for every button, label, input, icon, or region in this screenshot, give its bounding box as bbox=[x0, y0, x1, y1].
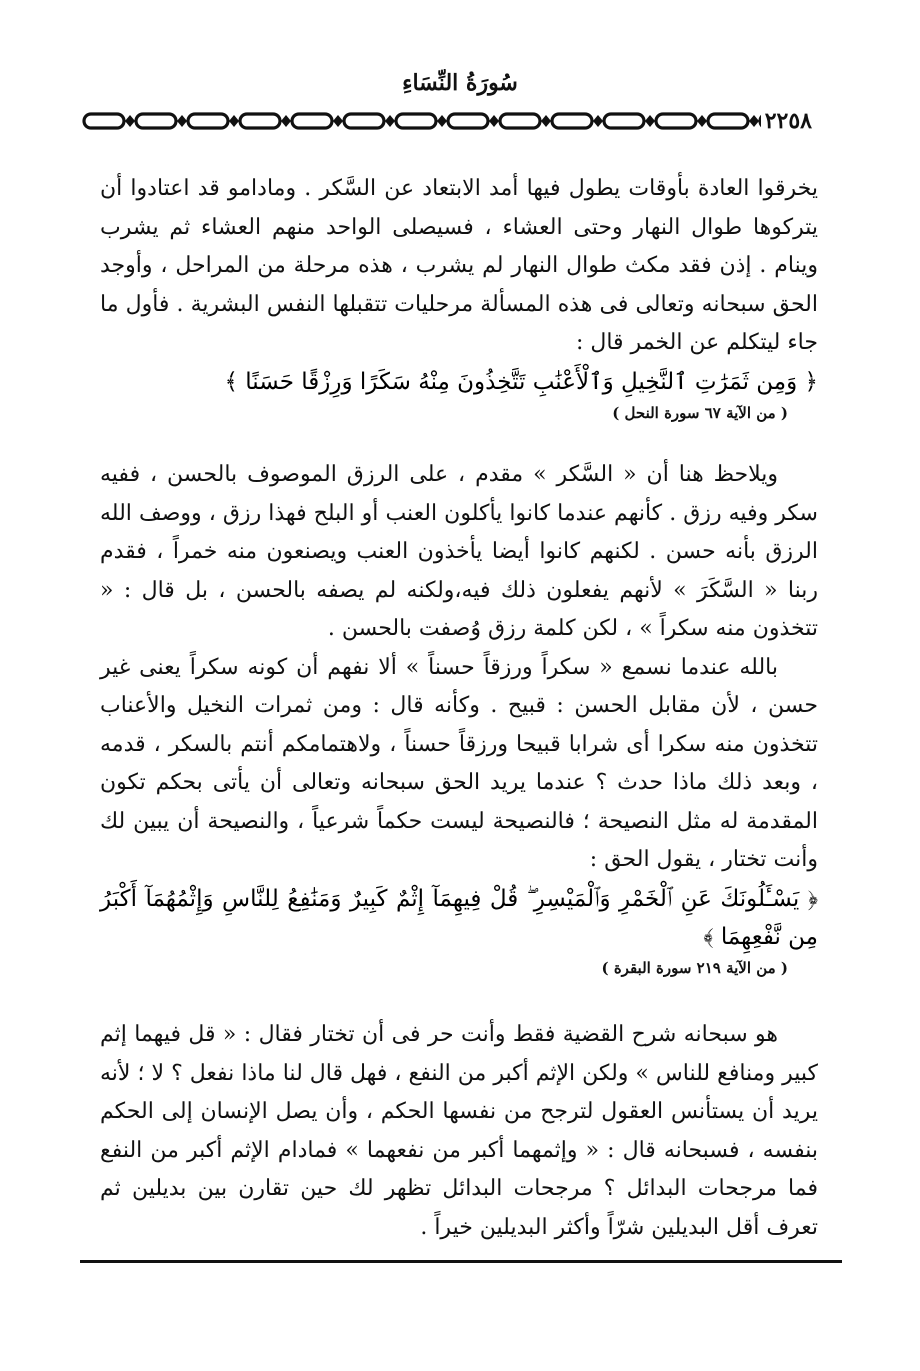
chain-link bbox=[604, 114, 644, 128]
ornamental-chain-border bbox=[80, 106, 840, 136]
paragraph: بالله عندما نسمع « سكراً ورزقاً حسناً » ألا نفهم أن كونه سكراً يعنى غير حسن ، لأن مقابل الحسن : قبيح . وكأنه قال : ومن ثمرات النخيل والأعناب تتخذون منه سكرا أى شرابا قبيحا ورزقاً حسناً ، ولاهتمامكم أنتم بالسكر ، قدمه ، وبعد ذلك ماذا حدث ؟ عندما يريد الحق سبحانه وتعالى أن يأتى بحكم تكون المقدمة له مثل النصيحة ؛ فالنصيحة ليست حكماً شرعياً ، والنصيحة أن يبين لك وأنت تختار ، يقول الحق : bbox=[100, 654, 818, 872]
paragraph: هو سبحانه شرح القضية فقط وأنت حر فى أن تختار فقال : « قل فيهما إثم كبير ومنافع للناس » ولكن الإثم أكبر من النفع ، فهل قال لنا ماذا نفعل ؟ لا ؛ لأنه يريد أن يستأنس العقول لترجح من نفسها الحكم ، وأن يصل الإنسان إلى الحكم بنفسه ، فسبحانه قال : « وإثمهما أكبر من نفعهما » فمادام الإثم أكبر من النفع فما مرجحات البدائل ؟ مرجحات البدائل تظهر لك حين تقارن بين بديلين ثم تعرف أقل البديلين شرّاً وأكثر البديلين خيراً . bbox=[100, 1022, 818, 1240]
chain-diamond bbox=[541, 115, 551, 127]
surah-title: سُورَةُ النِّسَاءِ bbox=[402, 70, 518, 96]
text-block-3 bbox=[100, 1016, 818, 1247]
chain-link bbox=[84, 114, 124, 128]
chain-link bbox=[708, 114, 748, 128]
paragraph: ويلاحظ هنا أن « السَّكر » مقدم ، على الرزق الموصوف بالحسن ، ففيه سكر وفيه رزق . كأنهم عندما كانوا يأكلون العنب أو البلح فهذا رزق ، ووصف الله الرزق بأنه حسن . لكنهم كانوا أيضا يأخذون العنب ويصنعون منه خمراً ، فقدم ربنا « السَّكَرَ » لأنهم يفعلون ذلك فيه،ولكنه لم يصفه بالحسن ، بل قال : « تتخذون منه سكراً » ، لكن كلمة رزق وُصفت بالحسن . bbox=[100, 462, 818, 641]
chain-diamond bbox=[645, 115, 655, 127]
chain-diamond bbox=[125, 115, 135, 127]
chain-diamond bbox=[593, 115, 603, 127]
chain-diamond bbox=[229, 115, 239, 127]
chain-diamond bbox=[281, 115, 291, 127]
chain-link bbox=[448, 114, 488, 128]
chain-link bbox=[500, 114, 540, 128]
chain-diamond bbox=[333, 115, 343, 127]
chain-diamond bbox=[177, 115, 187, 127]
text-block-2 bbox=[100, 456, 818, 980]
quran-verse: ﴿ وَمِن ثَمَرَٰتِ ٱلنَّخِيلِ وَٱلْأَعْنَٰبِ تَتَّخِذُونَ مِنْهُ سَكَرًا وَرِزْقًا حَسَنًا ﴾ bbox=[224, 368, 818, 395]
verse-citation: ( من الآية ٦٧ سورة النحل ) bbox=[612, 403, 788, 422]
chain-diamond bbox=[385, 115, 395, 127]
chain-link bbox=[396, 114, 436, 128]
quran-verse: ﴿ يَسْـَٔلُونَكَ عَنِ ٱلْخَمْرِ وَٱلْمَيْسِرِ ۖ قُلْ فِيهِمَآ إِثْمٌ كَبِيرٌ وَمَنَٰفِعُ لِلنَّاسِ وَإِثْمُهُمَآ أَكْبَرُ مِن نَّفْعِهِمَا ﴾ bbox=[100, 885, 818, 950]
bottom-rule bbox=[80, 1260, 842, 1263]
verse-citation: ( من الآية ٢١٩ سورة البقرة ) bbox=[601, 958, 788, 977]
chain-diamond bbox=[437, 115, 447, 127]
chain-diamond bbox=[749, 115, 759, 127]
chain-link bbox=[240, 114, 280, 128]
chain-link bbox=[188, 114, 228, 128]
chain-link bbox=[656, 114, 696, 128]
page-number: ٢٢٥٨ bbox=[761, 106, 816, 136]
chain-link bbox=[136, 114, 176, 128]
chain-link bbox=[344, 114, 384, 128]
chain-diamond bbox=[697, 115, 707, 127]
chain-link bbox=[292, 114, 332, 128]
text-block-1 bbox=[100, 170, 818, 425]
chain-diamond bbox=[489, 115, 499, 127]
chain-link bbox=[552, 114, 592, 128]
paragraph: يخرقوا العادة بأوقات يطول فيها أمد الابتعاد عن السَّكر . ومادامو قد اعتادوا أن يتركوها طوال النهار وحتى العشاء ، فسيصلى الواحد منهم العشاء ثم يشرب وينام . إذن فقد مكث طوال النهار لم يشرب ، هذه مرحلة من المراحل ، وأوجد الحق سبحانه وتعالى فى هذه المسألة مرحليات تتقبلها النفس البشرية . فأول ما جاء ليتكلم عن الخمر قال : bbox=[100, 176, 818, 355]
